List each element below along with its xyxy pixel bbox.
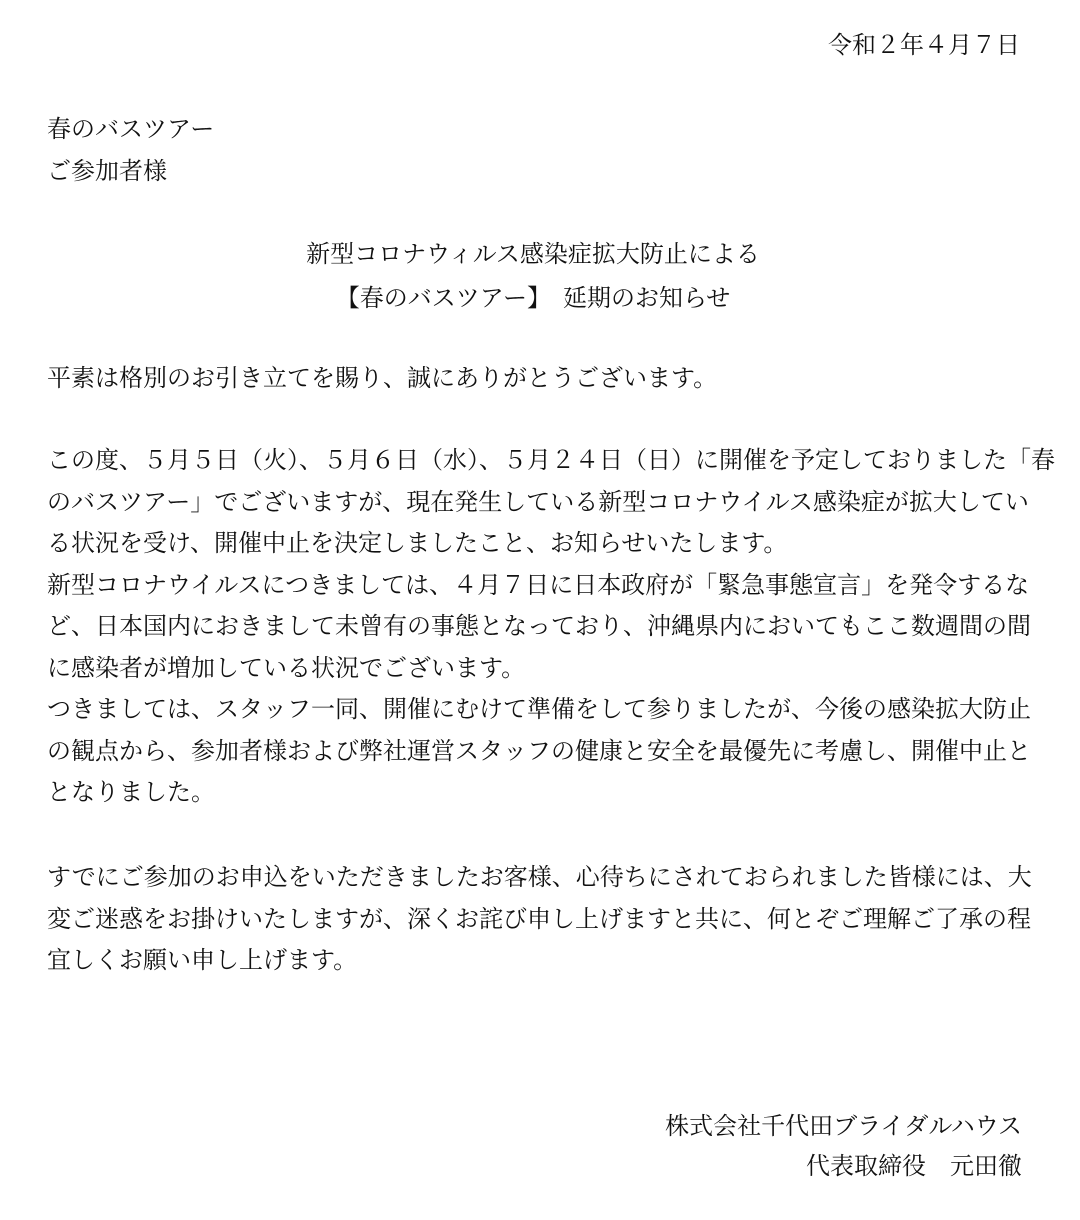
notice-title bbox=[0, 232, 1066, 320]
body-paragraph-situation bbox=[47, 565, 1031, 690]
body-line: つきましては、スタッフ一同、開催にむけて準備をして参りましたが、今後の感染拡大防止 bbox=[47, 695, 1031, 723]
apology-paragraph bbox=[47, 857, 1032, 982]
recipient-line-1: 春のバスツアー bbox=[47, 115, 215, 143]
body-paragraph-decision bbox=[47, 689, 1031, 814]
title-line-2: 【春のバスツアー】 延期のお知らせ bbox=[335, 284, 731, 312]
recipient-block bbox=[47, 108, 214, 192]
body-line: すでにご参加のお申込をいただきましたお客様、心待ちにされておられました皆様には、大 bbox=[47, 863, 1032, 891]
body-line: に感染者が増加している状況でございます。 bbox=[47, 653, 526, 682]
body-line: の観点から、参加者様および弊社運営スタッフの健康と安全を最優先に考慮し、開催中止と bbox=[47, 736, 1031, 765]
body-line: 宜しくお願い申し上げます。 bbox=[47, 946, 358, 974]
body-line: この度、５月５日（火）、５月６日（水）、５月２４日（日）に開催を予定しておりました「春 bbox=[47, 446, 1055, 474]
body-paragraph-cancellation bbox=[47, 440, 1055, 565]
main-body bbox=[47, 440, 1055, 814]
body-line: ど、日本国内におきまして未曾有の事態となっており、沖縄県内においてもここ数週間の間 bbox=[47, 612, 1031, 640]
title-line-1: 新型コロナウィルス感染症拡大防止による bbox=[306, 240, 760, 268]
body-line: となりました。 bbox=[47, 778, 215, 806]
apology-text bbox=[47, 857, 1032, 982]
document-date: 令和２年４月７日 bbox=[828, 31, 1020, 59]
company-name: 株式会社千代田ブライダルハウス bbox=[665, 1112, 1022, 1140]
body-line: る状況を受け、開催中止を決定しましたこと、お知らせいたします。 bbox=[47, 529, 788, 557]
body-line: 新型コロナウイルスにつきましては、４月７日に日本政府が「緊急事態宣言」を発令するな bbox=[47, 570, 1030, 599]
representative-name: 代表取締役 元田徹 bbox=[806, 1152, 1022, 1180]
greeting-paragraph: 平素は格別のお引き立てを賜り、誠にありがとうございます。 bbox=[47, 364, 718, 392]
recipient-line-2: ご参加者様 bbox=[47, 157, 167, 185]
signature-block bbox=[665, 1106, 1022, 1186]
body-line: 変ご迷惑をお掛けいたしますが、深くお詫び申し上げますと共に、何とぞご理解ご了承の程 bbox=[47, 904, 1031, 933]
body-line: のバスツアー」でございますが、現在発生している新型コロナウイルス感染症が拡大してい bbox=[47, 487, 1029, 516]
